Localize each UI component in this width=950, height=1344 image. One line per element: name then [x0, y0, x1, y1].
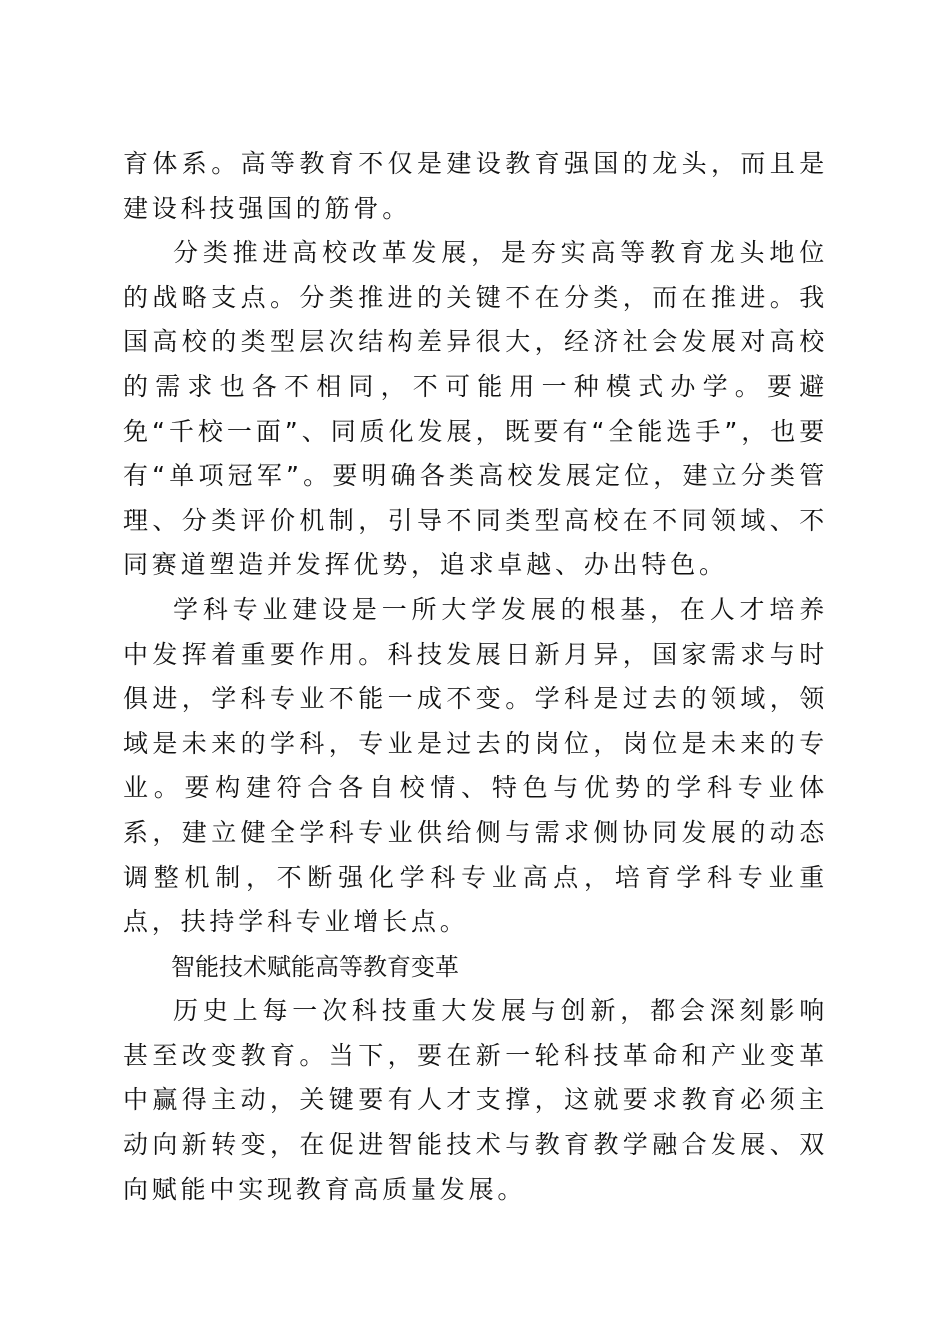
paragraph-technology-empowerment: 历史上每一次科技重大发展与创新，都会深刻影响甚至改变教育。当下，要在新一轮科技革命和产业变革中赢得主动，关键要有人才支撑，这就要求教育必须主动向新转变，在促进智能技术与教育教学融合发展、双向赋能中实现教育高质量发展。	[123, 996, 828, 1204]
paragraph-continued: 育体系。高等教育不仅是建设教育强国的龙头，而且是建设科技强国的筋骨。	[123, 149, 828, 223]
document-body	[123, 142, 828, 1212]
paragraph-classification-reform: 分类推进高校改革发展，是夯实高等教育龙头地位的战略支点。分类推进的关键不在分类，而在推进。我国高校的类型层次结构差异很大，经济社会发展对高校的需求也各不相同，不可能用一种模式办学。要避免“千校一面”、同质化发展，既要有“全能选手”，也要有“单项冠军”。要明确各类高校发展定位，建立分类管理、分类评价机制，引导不同类型高校在不同领域、不同赛道塑造并发挥优势，追求卓越、办出特色。	[123, 238, 828, 580]
paragraph-discipline-construction: 学科专业建设是一所大学发展的根基，在人才培养中发挥着重要作用。科技发展日新月异，国家需求与时俱进，学科专业不能一成不变。学科是过去的领域，领域是未来的学科，专业是过去的岗位，岗位是未来的专业。要构建符合各自校情、特色与优势的学科专业体系，建立健全学科专业供给侧与需求侧协同发展的动态调整机制，不断强化学科专业高点，培育学科专业重点，扶持学科专业增长点。	[123, 594, 828, 937]
section-subheading: 智能技术赋能高等教育变革	[171, 952, 459, 981]
